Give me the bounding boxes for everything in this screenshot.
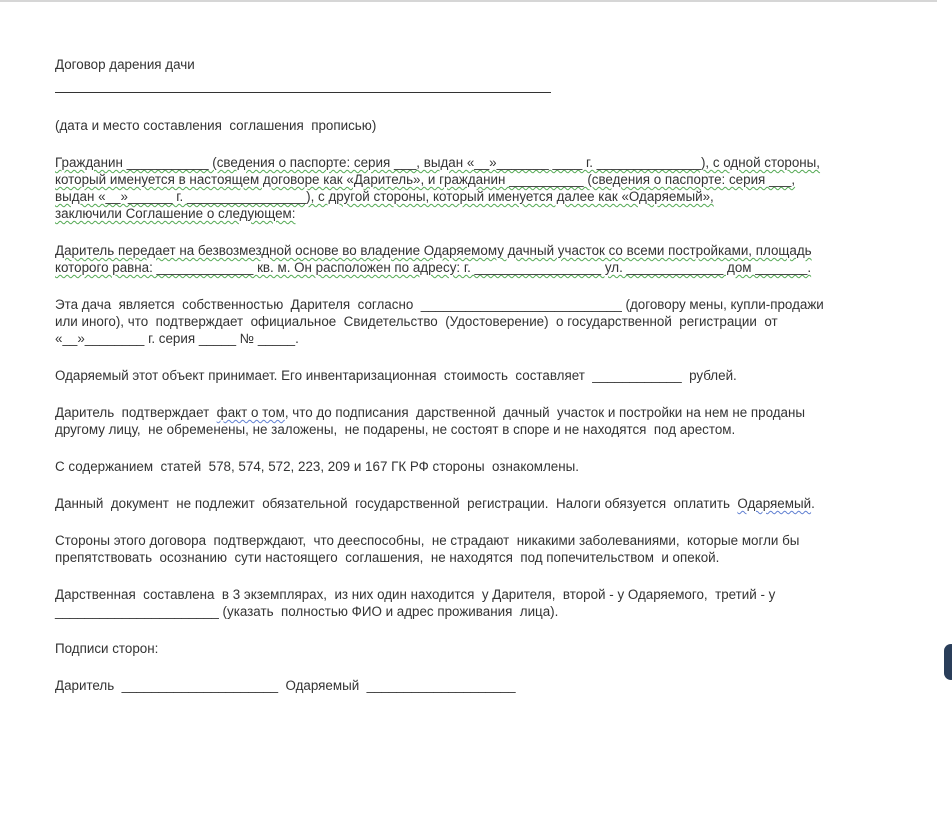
signatures-line: Даритель _____________________ Одаряемый ____________________ — [55, 678, 516, 693]
confirmation-fact-phrase: факт о том — [216, 405, 285, 420]
copies-paragraph — [55, 586, 890, 620]
copies-line: ______________________ (указать полностью ФИО и адрес проживания лица). — [55, 604, 559, 619]
transfer-paragraph — [55, 242, 890, 276]
parties-line: заключили Соглашение о следующем: — [55, 206, 296, 221]
articles-paragraph: С содержанием статей 578, 574, 572, 223, 209 и 167 ГК РФ стороны ознакомлены. — [55, 459, 579, 474]
capacity-paragraph — [55, 532, 890, 566]
date-place-fill-line — [55, 91, 551, 93]
confirmation-text: , что до подписания дарственной дачный участок и постройки на нем не проданы — [284, 405, 806, 420]
document-page — [55, 56, 890, 694]
transfer-line: Даритель передает на безвозмездной основе во владение Одаряемому дачный участок со всеми постройками, площадь — [55, 243, 812, 258]
registration-text: Данный документ не подлежит обязательной государственной регистрации. Налоги обязуется оплатить — [55, 496, 738, 511]
parties-paragraph — [55, 154, 890, 222]
capacity-line: препятствовать осознанию сути настоящего соглашения, не находятся под попечительством и опекой. — [55, 550, 720, 565]
ownership-paragraph — [55, 296, 890, 347]
top-border-line — [0, 0, 937, 2]
ownership-line: «__»________ г. серия _____ № _____. — [55, 331, 299, 346]
confirmation-line: другому лицу, не обременены, не заложены, не подарены, не состоят в споре и не находятся под арестом. — [55, 422, 736, 437]
confirmation-paragraph — [55, 404, 890, 438]
parties-line: который именуется в настоящем договоре как «Даритель», и гражданин __________ (сведения о паспорте: серия ___, — [55, 172, 796, 187]
copies-line: Дарственная составлена в 3 экземплярах, из них один находится у Дарителя, второй - у Одаряемого, третий - у — [55, 587, 776, 602]
capacity-line: Стороны этого договора подтверждают, что дееспособны, не страдают никакими заболеваниями, которые могли бы — [55, 533, 800, 548]
document-title: Договор дарения дачи — [55, 57, 195, 72]
parties-line: выдан «__»______ г. ________________), с другой стороны, который именуется далее как «Одаряемый», — [55, 189, 714, 204]
registration-paragraph — [55, 495, 890, 512]
registration-who: Одаряемый — [737, 496, 812, 511]
registration-end: . — [811, 496, 815, 511]
ownership-line: Эта дача является собственностью Дарителя согласно ___________________________ (договору мены, купли-продажи — [55, 297, 824, 312]
confirmation-text: Даритель подтверждает — [55, 405, 217, 420]
signatures-heading: Подписи сторон: — [55, 641, 159, 656]
parties-line: Гражданин ___________ (сведения о паспорте: серия ___, выдан «__»_______ ____ г. ______________), с одной стороны, — [55, 155, 821, 170]
ownership-line: или иного), что подтверждает официальное Свидетельство (Удостоверение) о государственной регистрации от — [55, 314, 778, 329]
valuation-paragraph: Одаряемый этот объект принимает. Его инвентаризационная стоимость составляет ____________ рублей. — [55, 368, 737, 383]
scroll-edge-tab[interactable] — [944, 644, 952, 680]
date-place-note: (дата и место составления соглашения прописью) — [55, 118, 377, 133]
transfer-line: которого равна: _____________ кв. м. Он расположен по адресу: г. _________________ ул. _____________ дом _______. — [55, 260, 812, 275]
